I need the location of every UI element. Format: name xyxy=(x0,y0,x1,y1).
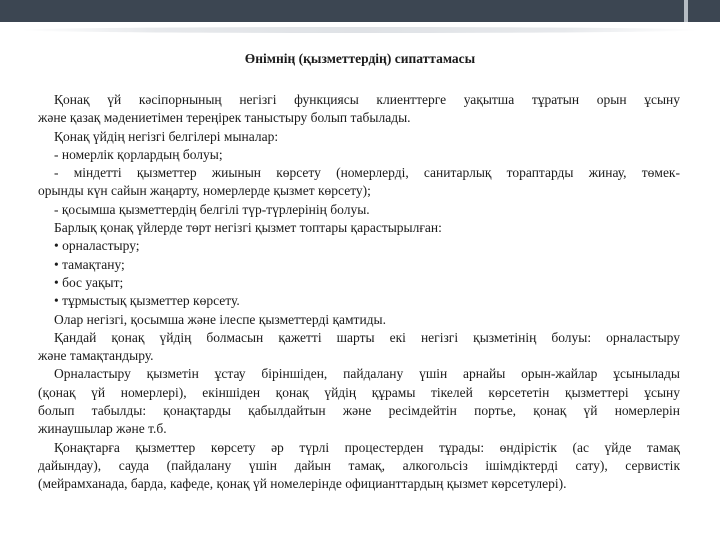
body-text xyxy=(38,91,680,494)
text-line: Орналастыру қызметін ұстау біріншіден, пайдалану үшін арнайы орын-жайлар ұсынылады xyxy=(54,366,680,382)
text-line: Олар негізгі, қосымша және ілеспе қызметтерді қамтиды. xyxy=(54,311,386,327)
text-line: - міндетті қызметтер жиынын көрсету (номерлерді, санитарлық тораптарды жинау, төмек- xyxy=(54,165,680,181)
text-line: - номерлік қорлардың болуы; xyxy=(54,146,223,162)
text-line: және тамақтандыру. xyxy=(38,348,154,364)
text-line: Қонақ үй кәсіпорнының негізгі функциясы клиенттерге уақытша тұратын орын ұсыну xyxy=(54,92,680,107)
text-line: орынды күн сайын жаңарту, номерлерде қызмет көрсету); xyxy=(38,183,371,199)
header-shadow-divider xyxy=(20,27,700,33)
text-line: дайындау), сауда (пайдалану үшін дайын тамақ, алкогольсіз ішімдіктерді сату), сервистік xyxy=(38,457,680,473)
list-item: • тұрмыстық қызметтер көрсету. xyxy=(54,293,240,309)
text-line: - қосымша қызметтердің белгілі түр-түрлерінің болуы. xyxy=(54,201,370,217)
text-line: (мейрамханада, барда, кафеде, қонақ үй номелерінде официанттардың қызмет көрсетулері). xyxy=(38,476,567,492)
top-bar-accent xyxy=(684,0,688,22)
text-line: және қазақ мәдениетімен тереңірек таныстыру болып табылады. xyxy=(38,110,411,126)
list-item: • тамақтану; xyxy=(54,256,125,272)
text-line: жинаушылар және т.б. xyxy=(38,421,167,437)
text-line: Қонақтарға қызметтер көрсету әр түрлі процестерден тұрады: өндірістік (ас үйде тамақ xyxy=(54,439,680,455)
list-item: • бос уақыт; xyxy=(54,274,124,290)
top-bar xyxy=(0,0,720,22)
text-line: болып табылды: қонақтарды қабылдайтын және ресімдейтін портье, қонақ үй номерлерін xyxy=(38,403,680,419)
text-line: (қонақ үй номерлері), екіншіден қонақ үйдің құрамы тікелей көрсететін қызметтері ұсыну xyxy=(38,384,680,400)
text-line: Қонақ үйдің негізгі белгілері мыналар: xyxy=(54,128,279,144)
text-line: Қандай қонақ үйдің болмасын қажетті шарты екі негізгі қызметінің болуы: орналастыру xyxy=(54,329,680,345)
list-item: • орналастыру; xyxy=(54,238,140,254)
page-title: Өнімнің (қызметтердің) сипаттамасы xyxy=(244,51,476,66)
text-line: Барлық қонақ үйлерде төрт негізгі қызмет топтары қарастырылған: xyxy=(54,220,442,236)
